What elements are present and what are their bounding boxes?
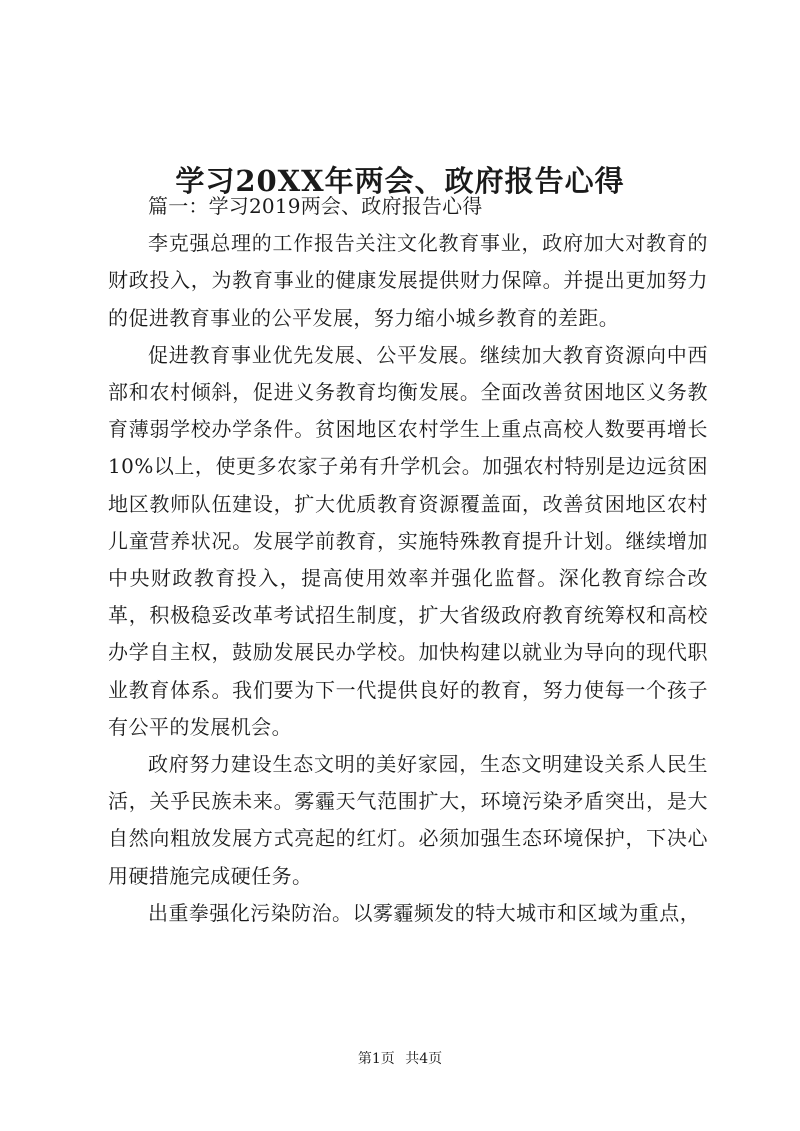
page-title: 学习20XX年两会、政府报告心得 bbox=[175, 164, 625, 199]
page-total: 共4页 bbox=[405, 1051, 443, 1067]
paragraph: 政府努力建设生态文明的美好家园，生态文明建设关系人民生活，关乎民族未来。雾霾天气范围扩大，环境污染矛盾突出，是大自然向粗放发展方式亮起的红灯。必须加强生态环境保护，下决心用硬措施完成硬任务。 bbox=[108, 752, 708, 888]
document-body bbox=[108, 188, 708, 932]
paragraph: 促进教育事业优先发展、公平发展。继续加大教育资源向中西部和农村倾斜，促进义务教育均衡发展。全面改善贫困地区义务教育薄弱学校办学条件。贫困地区农村学生上重点高校人数要再增长10%以上，使更多农家子弟有升学机会。加强农村特别是边远贫困地区教师队伍建设，扩大优质教育资源覆盖面，改善贫困地区农村儿童营养状况。发展学前教育，实施特殊教育提升计划。继续增加中央财政教育投入，提高使用效率并强化监督。深化教育综合改革，积极稳妥改革考试招生制度，扩大省级政府教育统筹权和高校办学自主权，鼓励发展民办学校。加快构建以就业为导向的现代职业教育体系。我们要为下一代提供良好的教育，努力使每一个孩子有公平的发展机会。 bbox=[108, 342, 708, 739]
page-footer bbox=[0, 1049, 800, 1069]
page-number: 第1页 bbox=[357, 1051, 395, 1067]
section-heading: 篇一：学习2019两会、政府报告心得 bbox=[148, 194, 483, 218]
paragraph: 李克强总理的工作报告关注文化教育事业，政府加大对教育的财政投入，为教育事业的健康发展提供财力保障。并提出更加努力的促进教育事业的公平发展，努力缩小城乡教育的差距。 bbox=[108, 231, 708, 330]
paragraph: 出重拳强化污染防治。以雾霾频发的特大城市和区域为重点， bbox=[148, 900, 701, 925]
